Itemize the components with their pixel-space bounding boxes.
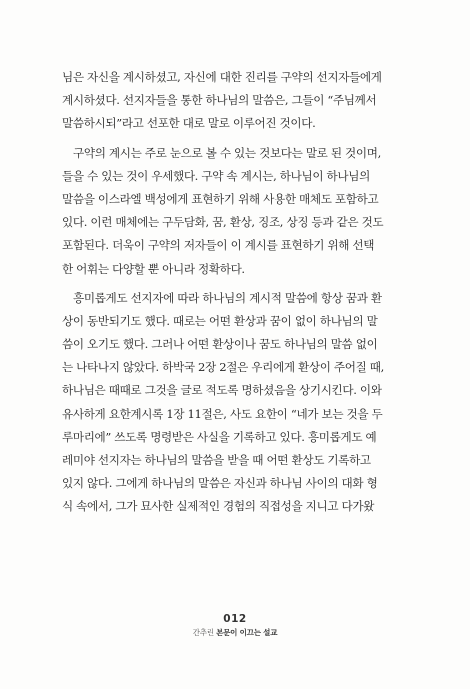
text-line: 루마리에” 쓰도록 명령받은 사실을 기록하고 있다. 흥미롭게도 예 (62, 429, 377, 444)
running-title-prefix: 간추린 (192, 628, 214, 637)
paragraph-3 (62, 287, 400, 519)
running-title (0, 627, 470, 638)
body-text (62, 66, 400, 525)
page-number: 012 (223, 613, 247, 625)
text-line: 구약의 계시는 주로 눈으로 볼 수 있는 것보다는 말로 된 것이며, (73, 145, 381, 160)
text-line: 흥미롭게도 선지자에 따라 하나님의 계시적 말씀에 항상 꿈과 환 (73, 290, 382, 305)
text-line: 포함된다. 더욱이 구약의 저자들이 이 계시를 표현하기 위해 선택 (62, 238, 375, 253)
text-line: 계시하셨다. 선지자들을 통한 하나님의 말씀은, 그들이 “주님께서 (62, 93, 377, 108)
text-line: 들을 수 있는 것이 우세했다. 구약 속 계시는, 하나님이 하나님의 (62, 168, 370, 183)
running-title-main: 본문이 이끄는 설교 (216, 628, 278, 637)
text-line: 말씀하시되”라고 선포한 대로 말로 이루어진 것이다. (62, 116, 316, 131)
paragraph-1 (62, 66, 400, 136)
text-line: 있다. 이런 매체에는 구두담화, 꿈, 환상, 징조, 상징 등과 같은 것도 (62, 215, 384, 230)
page-footer (0, 612, 470, 638)
text-line: 있지 않다. 그에게 하나님의 말씀은 자신과 하나님 사이의 대화 형 (62, 476, 378, 491)
text-line: 유사하게 요한계시록 1장 11절은, 사도 요한이 “네가 보는 것을 두 (62, 406, 383, 421)
text-line: 님은 자신을 계시하셨고, 자신에 대한 진리를 구약의 선지자들에게 (62, 70, 382, 84)
paragraph-2 (62, 142, 400, 281)
text-line: 상이 동반되기도 했다. 때로는 어떤 환상과 꿈이 없이 하나님의 말 (62, 313, 378, 328)
text-line: 레미야 선지자는 하나님의 말씀을 받을 때 어떤 환상도 기록하고 (62, 453, 371, 467)
text-line: 식 속에서, 그가 묘사한 실제적인 경험의 직접성을 지니고 다가왔 (62, 499, 375, 514)
text-line: 씀이 오기도 했다. 그러나 어떤 환상이나 꿈도 하나님의 말씀 없이 (62, 337, 378, 352)
text-line: 는 나타나지 않았다. 하박국 2장 2절은 우리에게 환상이 주어질 때, (62, 360, 384, 375)
text-line: 한 어휘는 다양할 뿐 아니라 정확하다. (62, 261, 245, 276)
text-line: 하나님은 때때로 그것을 글로 적도록 명하셨음을 상기시킨다. 이와 (62, 383, 382, 398)
text-line: 말씀을 이스라엘 백성에게 표현하기 위해 사용한 매체도 포함하고 (62, 191, 379, 206)
